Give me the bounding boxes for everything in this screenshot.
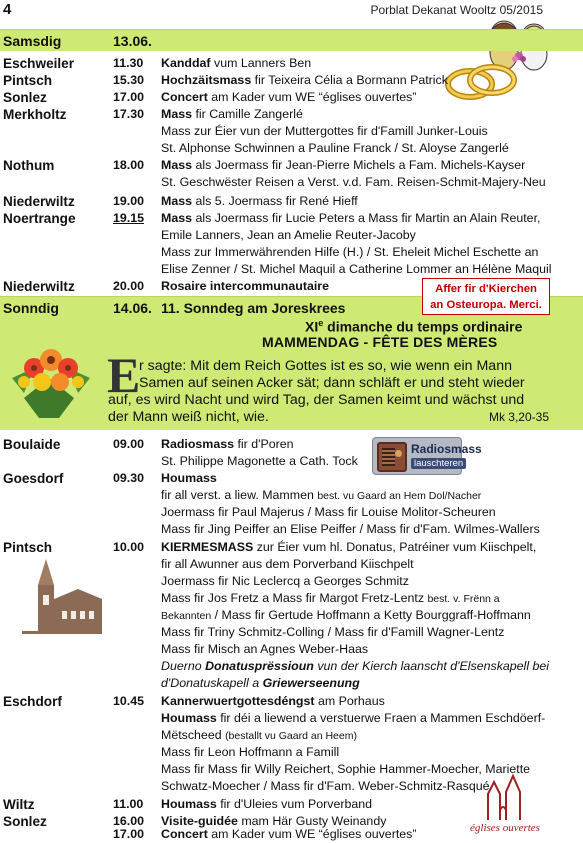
day-label: Sonndig bbox=[3, 300, 59, 316]
description: Mëtscheed (bestallt vu Gaard an Heem) bbox=[161, 728, 357, 742]
gospel-line: Samen auf seinen Acker sät; dann schläft er und steht wieder bbox=[139, 375, 525, 391]
church-illustration bbox=[18, 555, 104, 641]
time: 15.30 bbox=[113, 73, 145, 87]
description: fir all verst. a liew. Mammen best. vu Gaard an Hem Dol/Nacher bbox=[161, 488, 482, 502]
place: Eschdorf bbox=[3, 694, 62, 709]
description: Joermass fir Paul Majerus / Mass fir Louise Molitor-Scheuren bbox=[161, 505, 496, 519]
wedding-rings-image bbox=[442, 62, 520, 102]
description: Joermass fir Nic Leclercq a Georges Schmitz bbox=[161, 574, 409, 588]
time: 10.45 bbox=[113, 694, 145, 708]
description: Mass fir Mass fir Willy Reichert, Sophie Hammer-Moecher, Mariette bbox=[161, 762, 531, 776]
time: 09.30 bbox=[113, 471, 145, 485]
radiosmass-badge[interactable] bbox=[372, 437, 482, 475]
place: Eschweiler bbox=[3, 56, 75, 71]
place: Pintsch bbox=[3, 540, 53, 555]
place: Pintsch bbox=[3, 73, 53, 88]
description: Hochzäitsmass fir Teixeira Célia a Bormann Patrick bbox=[161, 73, 448, 87]
description: Mass fir Camille Zangerlé bbox=[161, 107, 303, 121]
gospel-dropcap: E bbox=[107, 347, 141, 403]
time: 10.00 bbox=[113, 540, 145, 554]
place: Noertrange bbox=[3, 211, 76, 226]
description: d'Donatuskapell a Griewerseenung bbox=[161, 676, 360, 690]
description: Emile Lanners, Jean an Amelie Reuter-Jacoby bbox=[161, 228, 416, 242]
place: Sonlez bbox=[3, 814, 47, 829]
flower-bouquet-image bbox=[4, 338, 98, 424]
gospel-line: r sagte: Mit dem Reich Gottes ist es so, wie wenn ein Mann bbox=[139, 358, 512, 374]
description: St. Alphonse Schwinnen a Pauline Franck / St. Aloyse Zangerlé bbox=[161, 141, 509, 155]
time: 19.15 bbox=[113, 211, 145, 225]
place: Sonlez bbox=[3, 90, 47, 105]
time: 17.00 bbox=[113, 90, 145, 104]
day-label: Samsdig bbox=[3, 33, 62, 49]
description: Rosaire intercommunautaire bbox=[161, 279, 330, 293]
french-sunday-title: XIe dimanche du temps ordinaire bbox=[305, 318, 523, 335]
gospel-line: auf, es wird Nacht und wird Tag, der Samen keimt und wächst und bbox=[108, 392, 525, 408]
gospel-reference: Mk 3,20-35 bbox=[488, 410, 549, 424]
description: Houmass fir d'Uleies vum Porverband bbox=[161, 797, 373, 811]
description: Concert am Kader vum WE “églises ouvertes” bbox=[161, 827, 417, 841]
description: Radiosmass fir d'Poren bbox=[161, 437, 294, 451]
day-date: 13.06. bbox=[113, 33, 152, 49]
description: Visite-guidée mam Här Gusty Weinandy bbox=[161, 814, 387, 828]
description: Houmass fir déi a liewend a verstuerwe Fraen a Mammen Eschdöerf- bbox=[161, 711, 546, 725]
description: Mass als 5. Joermass fir René Hieff bbox=[161, 194, 358, 208]
description: Mass fir Misch an Agnes Weber-Haas bbox=[161, 642, 369, 656]
description: Mass fir Jing Peiffer an Elise Peiffer / Mass fir d'Fam. Wilmes-Wallers bbox=[161, 522, 540, 536]
time: 19.00 bbox=[113, 194, 145, 208]
gospel-line: der Mann weiß nicht, wie. bbox=[108, 409, 269, 425]
time: 17.30 bbox=[113, 107, 145, 121]
place: Merkholtz bbox=[3, 107, 67, 122]
description: St. Geschwëster Reisen a Verst. v.d. Fam. Reisen-Schmit-Majery-Neu bbox=[161, 175, 546, 189]
place: Boulaide bbox=[3, 437, 61, 452]
description: Mass fir Jos Fretz a Mass fir Margot Fretz-Lentz best. v. Frënn a bbox=[161, 591, 500, 605]
mothers-day-heading: MAMMENDAG - FÊTE DES MÈRES bbox=[262, 334, 498, 350]
day-date: 14.06. bbox=[113, 300, 152, 316]
place: Niederwiltz bbox=[3, 279, 75, 294]
description: Mass zur Immerwährenden Hilfe (H.) / St. Eheleit Michel Eschette an bbox=[161, 245, 539, 259]
description: St. Philippe Magonette a Cath. Tock bbox=[161, 454, 358, 468]
description: Elise Zenner / St. Michel Maquil a Catherine Lommer an Hélène Maquil bbox=[161, 262, 552, 276]
time: 11.00 bbox=[113, 797, 144, 811]
time: 16.00 bbox=[113, 814, 145, 828]
description: KIERMESMASS zur Éier vum hl. Donatus, Patréiner vum Kiischpelt, bbox=[161, 540, 537, 554]
radio-badge-subtitle: lauschteren bbox=[411, 458, 466, 469]
place: Niederwiltz bbox=[3, 194, 75, 209]
radio-badge-title: Radiosmass bbox=[411, 442, 482, 456]
description: Houmass bbox=[161, 471, 217, 485]
time: 11.30 bbox=[113, 56, 144, 70]
description: Mass fir Triny Schmitz-Colling / Mass fir d'Famill Wagner-Lentz bbox=[161, 625, 505, 639]
time: 09.00 bbox=[113, 437, 145, 451]
description: Kanddaf vum Lanners Ben bbox=[161, 56, 312, 70]
description: Duerno Donatusprëssioun vun der Kierch laanscht d'Elsenskapell bei bbox=[161, 659, 550, 673]
description: Mass als Joermass fir Lucie Peters a Mass fir Martin an Alain Reuter, bbox=[161, 211, 541, 225]
page-number: 4 bbox=[3, 1, 12, 18]
saturday-band bbox=[0, 29, 583, 51]
collection-notice: Affer fir d'Kierchen an Osteuropa. Merci. bbox=[422, 278, 550, 315]
description: Bekannten / Mass fir Gertude Hoffmann a Ketty Bourggraff-Hoffmann bbox=[161, 608, 531, 622]
description: Mass fir Leon Hoffmann a Famill bbox=[161, 745, 340, 759]
time: 18.00 bbox=[113, 158, 145, 172]
eglises-ouvertes-text: églises ouvertes bbox=[470, 822, 540, 834]
place: Nothum bbox=[3, 158, 55, 173]
description: Kannerwuertgottesdéngst am Porhaus bbox=[161, 694, 385, 708]
description: Mass zur Éier vun der Muttergottes fir d'Famill Junker-Louis bbox=[161, 124, 488, 138]
radio-icon bbox=[377, 442, 407, 472]
description: Schwatz-Moecher / Mass fir d'Fam. Weber-Schmitz-Rasqué bbox=[161, 779, 490, 793]
eglises-ouvertes-logo bbox=[478, 770, 528, 822]
time: 20.00 bbox=[113, 279, 145, 293]
description: Mass als Joermass fir Jean-Pierre Michels a Fam. Michels-Kayser bbox=[161, 158, 526, 172]
time: 17.00 bbox=[113, 827, 145, 841]
place: Goesdorf bbox=[3, 471, 64, 486]
sunday-title: 11. Sonndeg am Joreskrees bbox=[161, 300, 346, 316]
description: fir all Awunner aus dem Porverband Kiischpelt bbox=[161, 557, 414, 571]
header-title: Porblat Dekanat Wooltz 05/2015 bbox=[370, 3, 543, 17]
description: Concert am Kader vum WE “églises ouvertes” bbox=[161, 90, 417, 104]
place: Wiltz bbox=[3, 797, 35, 812]
